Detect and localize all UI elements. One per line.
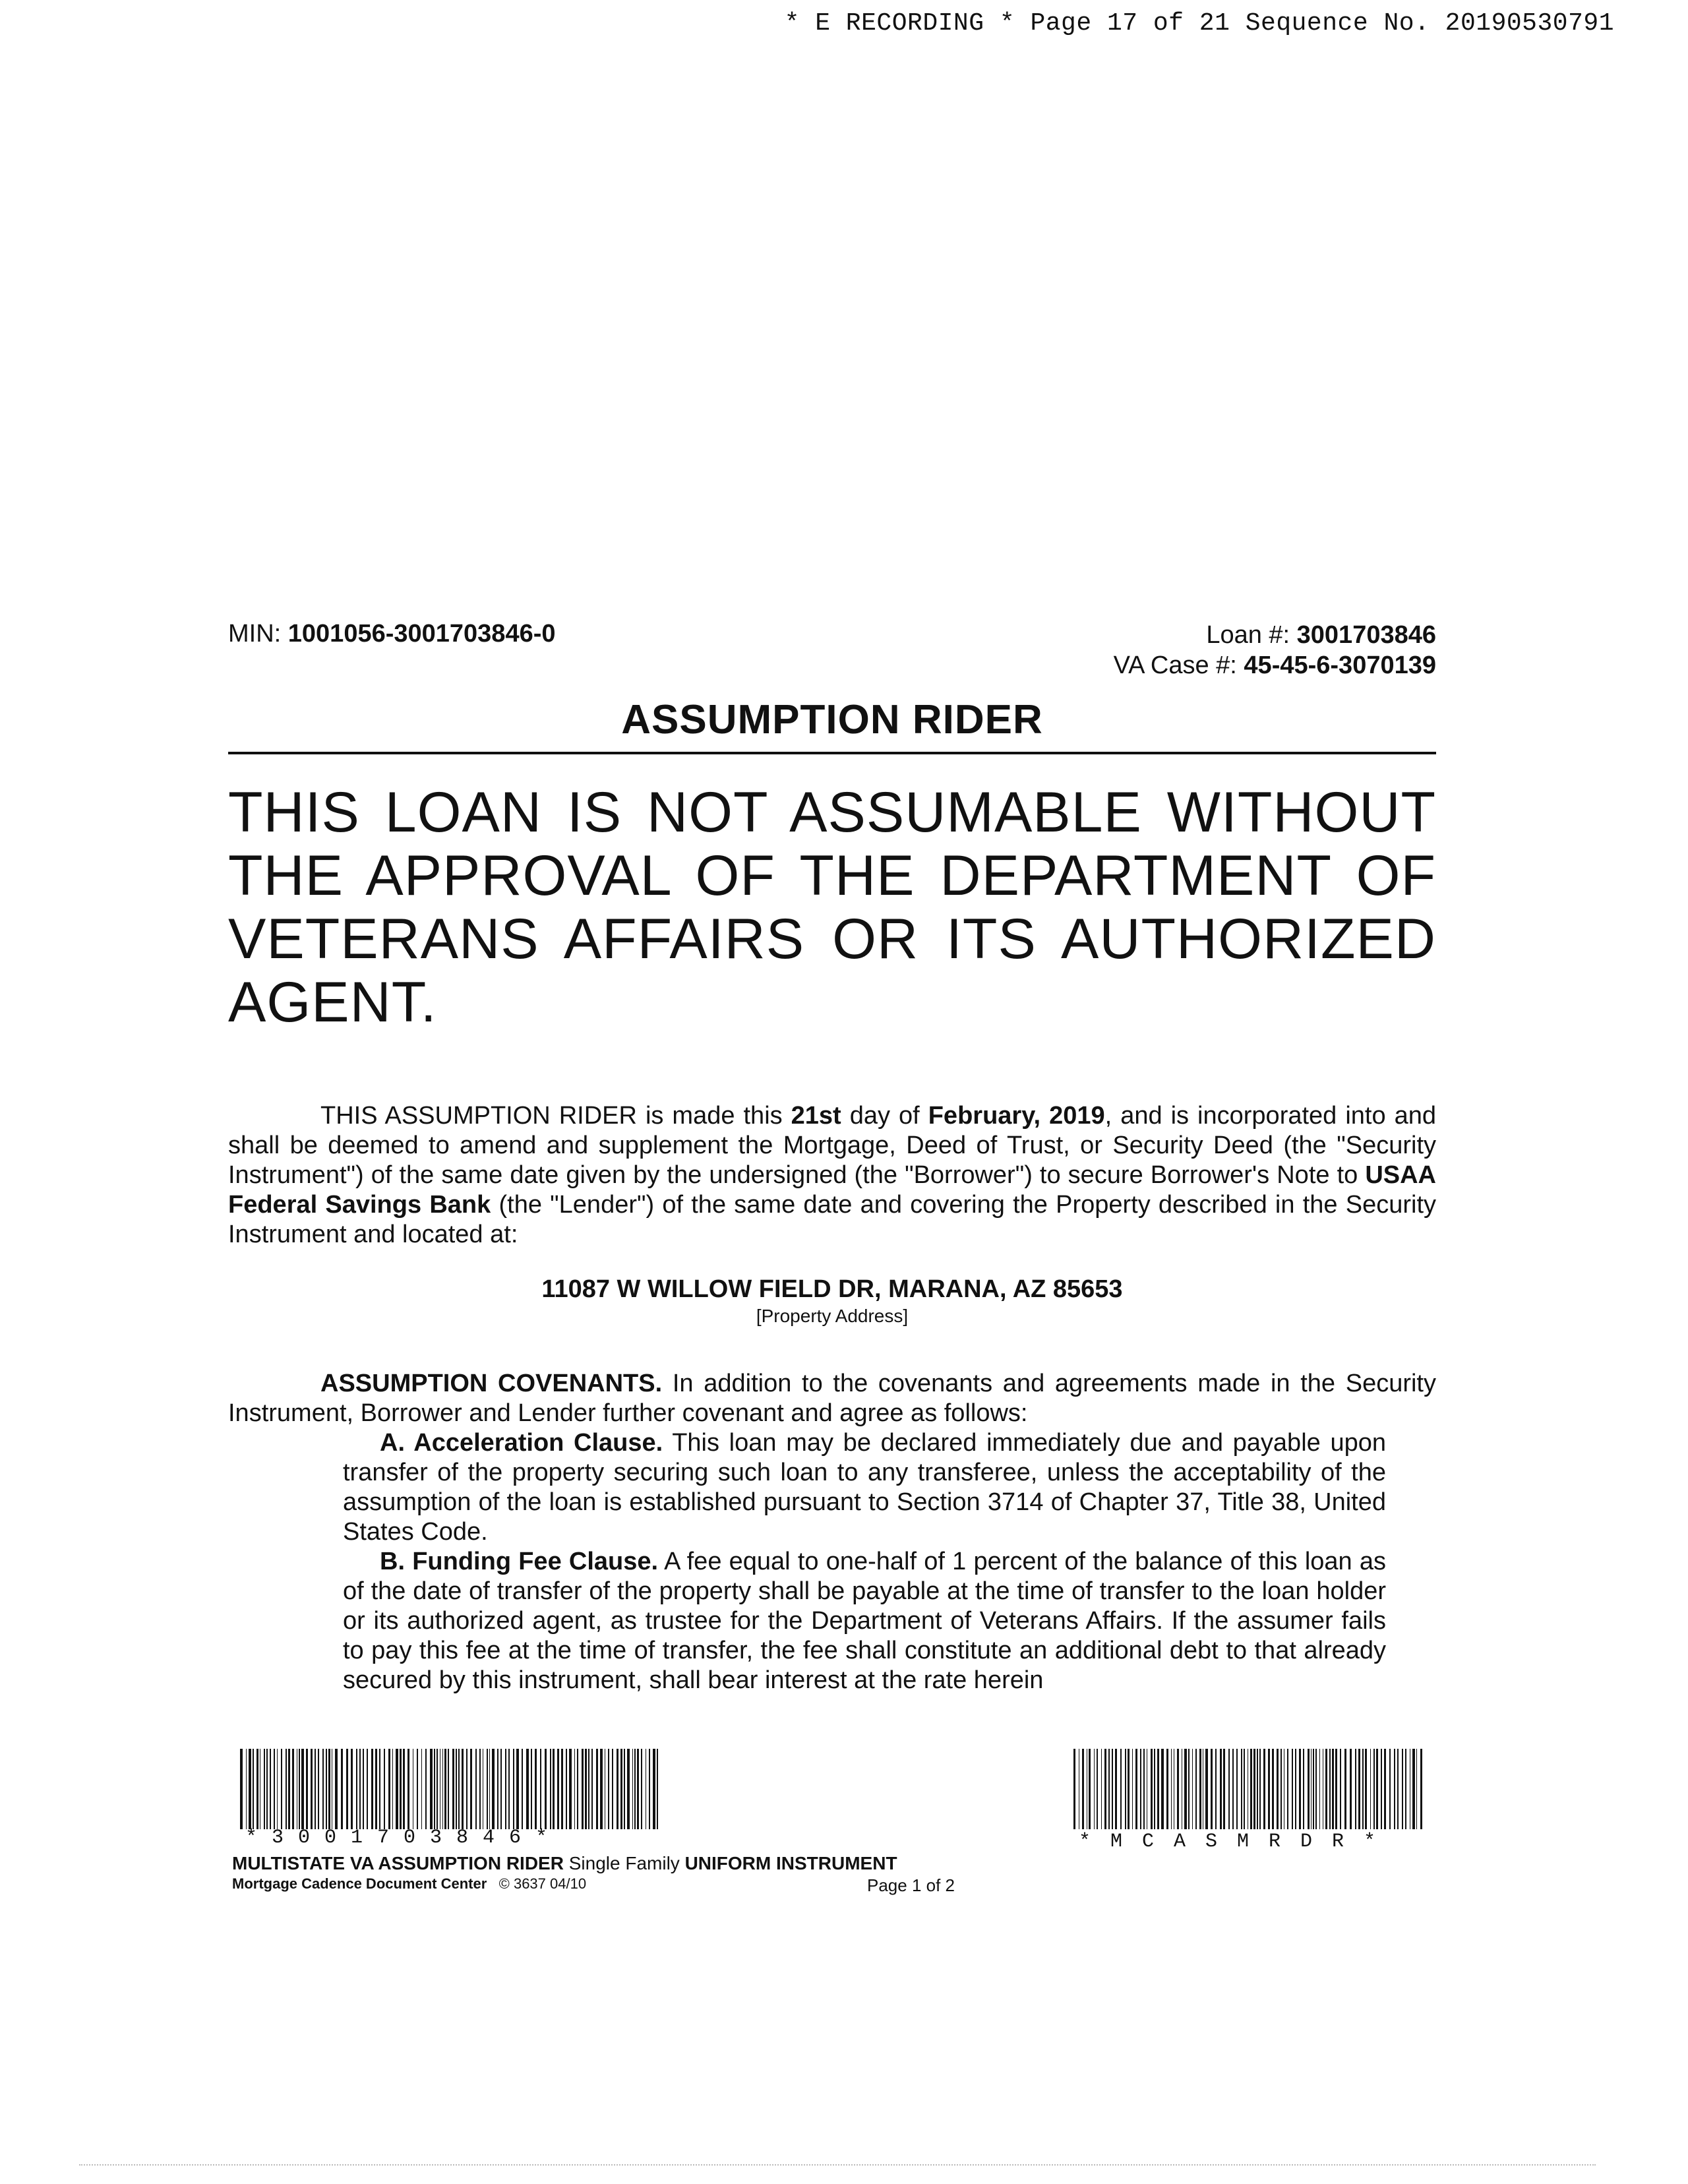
barcode-bar: [1376, 1749, 1377, 1829]
barcode-bar: [1292, 1749, 1293, 1829]
barcode-bar: [492, 1749, 495, 1829]
barcode-bar: [1082, 1749, 1083, 1829]
property-address-label: [Property Address]: [756, 1306, 909, 1326]
property-address: 11087 W WILLOW FIELD DR, MARANA, AZ 85653: [541, 1275, 1123, 1303]
covenant-text: This loan may be declared immediately due and payable upon transfer of the property securing such loan to any transferee, unless the acceptability of the assumption of the loan is established pursuant to Section 3714 of Chapter 37, Title 38, United States Code.: [343, 1429, 1386, 1546]
barcode-bar: [253, 1749, 254, 1829]
loan-barcode: [240, 1749, 659, 1829]
form-instrument: UNIFORM INSTRUMENT: [684, 1853, 897, 1873]
loan-barcode-text: *3001703846*: [245, 1827, 562, 1849]
barcode-bar: [1299, 1749, 1300, 1829]
barcode-bar: [522, 1749, 523, 1829]
barcode-bar: [557, 1749, 559, 1829]
barcode-bar: [306, 1749, 308, 1829]
loan-value: 3001703846: [1296, 621, 1436, 649]
barcode-bar: [1073, 1749, 1075, 1829]
barcode-bar: [1329, 1749, 1331, 1829]
barcode-bar: [322, 1749, 324, 1829]
barcode-bar: [277, 1749, 278, 1829]
barcode-bar: [430, 1749, 433, 1829]
barcode-bar: [458, 1749, 460, 1829]
document-title: ASSUMPTION RIDER: [621, 697, 1043, 743]
barcode-bar: [363, 1749, 365, 1829]
barcode-bar: [566, 1749, 567, 1829]
barcode-bar: [600, 1749, 603, 1829]
barcode-bar: [608, 1749, 609, 1829]
min-value: 1001056-3001703846-0: [287, 620, 556, 648]
barcode-bar: [1355, 1749, 1356, 1829]
barcode-bar: [582, 1749, 584, 1829]
barcode-bar: [1272, 1749, 1274, 1829]
barcode-bar: [351, 1749, 353, 1829]
barcode-bar: [1094, 1749, 1095, 1829]
intro-text-3: , and is incorporated into and shall be deemed to amend and supplement the Mortgage, Deed of Trust, or Security Deed (the "Security Instrument") of the same date given by the undersigned (the "Borrower") to secure Borrower's Note to: [228, 1102, 1436, 1189]
covenant-item-acceleration: [343, 1428, 1386, 1547]
barcode-bar: [328, 1749, 330, 1829]
barcode-bar: [634, 1749, 636, 1829]
barcode-bar: [1308, 1749, 1310, 1829]
va-case-label: VA Case #:: [1113, 652, 1244, 679]
barcode-bar: [452, 1749, 454, 1829]
barcode-bar: [1203, 1749, 1204, 1829]
scan-artifact-line: [79, 2164, 1596, 2168]
barcode-bar: [1420, 1749, 1422, 1829]
barcode-bar: [470, 1749, 471, 1829]
rider-month-year: February, 2019: [928, 1102, 1105, 1130]
loan-label: Loan #:: [1206, 621, 1297, 649]
barcode-bar: [299, 1749, 300, 1829]
barcode-bar: [421, 1749, 422, 1829]
barcode-bar: [1277, 1749, 1279, 1829]
va-case-number: [1114, 650, 1436, 681]
form-source: [232, 1875, 955, 1893]
barcode-bar: [1389, 1749, 1390, 1829]
min-number: [228, 620, 556, 648]
barcode-bar: [1405, 1749, 1406, 1829]
barcode-bar: [288, 1749, 290, 1829]
barcode-bar: [649, 1749, 650, 1829]
barcode-bar: [1340, 1749, 1341, 1829]
barcode-bar: [545, 1749, 547, 1829]
barcode-bar: [1257, 1749, 1258, 1829]
barcode-bar: [1140, 1749, 1141, 1829]
barcode-bar: [637, 1749, 638, 1829]
barcode-bar: [1232, 1749, 1234, 1829]
form-name: [232, 1853, 897, 1874]
barcode-bar: [425, 1749, 427, 1829]
covenants-lead: [228, 1369, 1436, 1428]
barcode-bar: [301, 1749, 304, 1829]
lender-name: USAA Federal Savings Bank: [228, 1161, 1436, 1219]
barcode-bar: [442, 1749, 443, 1829]
barcode-bar: [505, 1749, 506, 1829]
barcode-bar: [624, 1749, 625, 1829]
barcode-bar: [1287, 1749, 1288, 1829]
loan-identifiers: [1114, 620, 1436, 681]
barcode-bar: [1394, 1749, 1395, 1829]
barcode-bar: [1253, 1749, 1255, 1829]
barcode-bar: [569, 1749, 572, 1829]
barcode-bar: [400, 1749, 402, 1829]
covenants-lead-text: In addition to the covenants and agreements made in the Security Instrument, Borrower and Lender further covenant and agree as follows:: [228, 1370, 1436, 1427]
barcode-bar: [513, 1749, 515, 1829]
barcode-bar: [1319, 1749, 1320, 1829]
barcode-bar: [574, 1749, 575, 1829]
barcode-bar: [1344, 1749, 1346, 1829]
barcode-bar: [1108, 1749, 1110, 1829]
barcode-bar: [388, 1749, 390, 1829]
barcode-bar: [1358, 1749, 1360, 1829]
barcode-bar: [371, 1749, 374, 1829]
barcode-bar: [1115, 1749, 1117, 1829]
covenant-text: A fee equal to one-half of 1 percent of the balance of this loan as of the date of transfer of the property shall be payable at the time of transfer to the loan holder or its authorized agent, as trustee for the Department of Veterans Affairs. If the assumer fails to pay this fee at the time of transfer, the fee shall constitute an additional debt to that already secured by this instrument, shall bear interest at the rate herein: [343, 1548, 1386, 1694]
loan-number: [1114, 620, 1436, 650]
barcode-bar: [632, 1749, 633, 1829]
barcode-bar: [1416, 1749, 1418, 1829]
barcode-bar: [1128, 1749, 1129, 1829]
assumption-warning: THIS LOAN IS NOT ASSUMABLE WITHOUT THE APPROVAL OF THE DEPARTMENT OF VETERANS AFFAIRS OR ITS AUTHORIZED AGENT.: [228, 781, 1436, 1034]
barcode-bar: [617, 1749, 618, 1829]
form-barcode-text: *MCASMRDR*: [1079, 1831, 1396, 1853]
barcode-bar: [266, 1749, 268, 1829]
barcode-bar: [1263, 1749, 1265, 1829]
barcode-bar: [1215, 1749, 1217, 1829]
barcode-bar: [1171, 1749, 1172, 1829]
barcode-bar: [1332, 1749, 1334, 1829]
barcode-bar: [1157, 1749, 1159, 1829]
barcode-bar: [256, 1749, 258, 1829]
barcode-bar: [1384, 1749, 1386, 1829]
barcode-bar: [588, 1749, 589, 1829]
form-copyright: © 3637 04/10: [498, 1875, 587, 1892]
barcode-bar: [550, 1749, 551, 1829]
barcode-bar: [475, 1749, 477, 1829]
barcode-bar: [434, 1749, 435, 1829]
barcode-bar: [497, 1749, 498, 1829]
barcode-bar: [1188, 1749, 1190, 1829]
barcode-bar: [1335, 1749, 1337, 1829]
barcode-bar: [1412, 1749, 1414, 1829]
intro-text-4: (the "Lender") of the same date and covering the Property described in the Security Instrument and located at:: [228, 1191, 1437, 1248]
barcode-bar: [1362, 1749, 1364, 1829]
barcode-bar: [341, 1749, 344, 1829]
barcode-bar: [1350, 1749, 1352, 1829]
barcode-bar: [249, 1749, 251, 1829]
barcode-bar: [264, 1749, 265, 1829]
barcode-bar: [1101, 1749, 1102, 1829]
barcode-bar: [286, 1749, 287, 1829]
covenant-item-funding-fee: [343, 1547, 1386, 1695]
barcode-bar: [1295, 1749, 1296, 1829]
barcode-bar: [1184, 1749, 1186, 1829]
barcode-bar: [274, 1749, 275, 1829]
barcode-bar: [1402, 1749, 1403, 1829]
barcode-bar: [516, 1749, 519, 1829]
barcode-bar: [1205, 1749, 1207, 1829]
rider-day: 21st: [791, 1102, 841, 1130]
barcode-bar: [1365, 1749, 1366, 1829]
page-number: Page 1 of 2: [867, 1875, 955, 1895]
barcode-bar: [1104, 1749, 1106, 1829]
barcode-bar: [500, 1749, 502, 1829]
barcode-bar: [462, 1749, 464, 1829]
recording-header: * E RECORDING * Page 17 of 21 Sequence No. 20190530791: [784, 9, 1614, 38]
barcode-bar: [346, 1749, 348, 1829]
intro-paragraph: [228, 1101, 1436, 1250]
barcode-bar: [553, 1749, 555, 1829]
barcode-bar: [396, 1749, 398, 1829]
barcode-bar: [1166, 1749, 1168, 1829]
barcode-bar: [1125, 1749, 1126, 1829]
barcode-bar: [1154, 1749, 1155, 1829]
barcode-bar: [1177, 1749, 1178, 1829]
covenant-title: B. Funding Fee Clause.: [380, 1548, 659, 1575]
form-barcode: [1073, 1749, 1426, 1829]
intro-text-2: day of: [841, 1102, 928, 1130]
barcode-bar: [335, 1749, 338, 1829]
title-divider: [228, 752, 1436, 754]
barcode-bar: [1325, 1749, 1327, 1829]
barcode-bar: [292, 1749, 294, 1829]
barcode-bar: [653, 1749, 655, 1829]
barcode-bar: [1241, 1749, 1242, 1829]
barcode-bar: [379, 1749, 380, 1829]
barcode-bar: [531, 1749, 532, 1829]
barcode-bar: [620, 1749, 623, 1829]
barcode-bar: [1151, 1749, 1153, 1829]
barcode-bar: [1281, 1749, 1282, 1829]
form-type: Single Family: [563, 1853, 685, 1873]
barcode-bar: [535, 1749, 537, 1829]
barcode-bar: [561, 1749, 563, 1829]
barcode-bar: [1315, 1749, 1316, 1829]
barcode-bar: [466, 1749, 467, 1829]
barcode-bar: [1195, 1749, 1197, 1829]
barcode-bar: [1211, 1749, 1213, 1829]
barcode-bar: [612, 1749, 613, 1829]
barcode-bar: [359, 1749, 360, 1829]
barcode-bar: [246, 1749, 247, 1829]
barcode-bar: [318, 1749, 319, 1829]
barcode-bar: [508, 1749, 509, 1829]
barcode-bar: [407, 1749, 409, 1829]
barcode-bar: [627, 1749, 630, 1829]
barcode-bar: [1161, 1749, 1163, 1829]
assumption-covenants: [228, 1369, 1436, 1695]
barcode-bar: [1268, 1749, 1270, 1829]
va-case-value: 45-45-6-3070139: [1244, 652, 1436, 679]
barcode-bar: [540, 1749, 541, 1829]
barcode-bar: [384, 1749, 385, 1829]
barcode-bar: [641, 1749, 642, 1829]
barcode-bar: [1250, 1749, 1252, 1829]
barcode-bar: [1303, 1749, 1304, 1829]
barcode-bar: [1313, 1749, 1314, 1829]
barcode-bar: [1228, 1749, 1230, 1829]
barcode-bar: [315, 1749, 316, 1829]
barcode-bar: [591, 1749, 593, 1829]
barcode-bar: [1410, 1749, 1411, 1829]
barcode-bar: [1223, 1749, 1224, 1829]
barcode-bar: [311, 1749, 313, 1829]
barcode-bar: [1120, 1749, 1122, 1829]
barcode-bar: [1370, 1749, 1371, 1829]
barcode-bar: [356, 1749, 357, 1829]
barcode-bar: [281, 1749, 282, 1829]
barcode-bar: [1259, 1749, 1261, 1829]
barcode-bar: [1143, 1749, 1144, 1829]
barcode-bar: [596, 1749, 599, 1829]
barcode-bar: [585, 1749, 587, 1829]
barcode-bar: [240, 1749, 243, 1829]
barcode-bar: [1192, 1749, 1193, 1829]
covenants-heading: ASSUMPTION COVENANTS.: [320, 1370, 663, 1397]
barcode-bar: [526, 1749, 529, 1829]
barcode-bar: [1112, 1749, 1113, 1829]
barcode-bar: [577, 1749, 578, 1829]
barcode-bar: [489, 1749, 490, 1829]
barcode-bar: [1236, 1749, 1238, 1829]
barcode-bar: [375, 1749, 377, 1829]
form-name-bold: MULTISTATE VA ASSUMPTION RIDER: [232, 1853, 564, 1873]
min-label: MIN:: [228, 620, 288, 648]
covenant-title: A. Acceleration Clause.: [380, 1429, 663, 1457]
barcode-bar: [1381, 1749, 1382, 1829]
barcode-bar: [1220, 1749, 1222, 1829]
barcode-bar: [1373, 1749, 1375, 1829]
barcode-bar: [479, 1749, 480, 1829]
barcode-bar: [444, 1749, 446, 1829]
barcode-bar: [657, 1749, 658, 1829]
intro-text-1: THIS ASSUMPTION RIDER is made this: [320, 1102, 791, 1130]
barcode-bar: [1182, 1749, 1183, 1829]
barcode-bar: [1089, 1749, 1091, 1829]
barcode-bar: [456, 1749, 457, 1829]
barcode-bar: [1132, 1749, 1133, 1829]
barcode-bar: [1199, 1749, 1201, 1829]
barcode-bar: [392, 1749, 393, 1829]
barcode-bar: [1135, 1749, 1137, 1829]
barcode-bar: [1397, 1749, 1399, 1829]
form-source-name: Mortgage Cadence Document Center: [232, 1875, 487, 1892]
barcode-bar: [1244, 1749, 1245, 1829]
barcode-bar: [403, 1749, 405, 1829]
